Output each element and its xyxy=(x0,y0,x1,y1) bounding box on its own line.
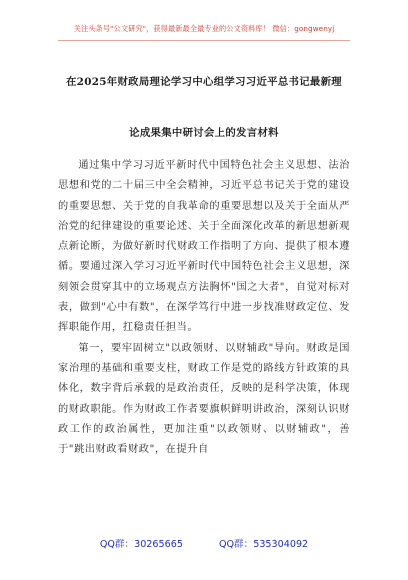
header-divider xyxy=(58,40,350,41)
document-title-line-2: 论成果集中研讨会上的发言材料 xyxy=(129,127,279,139)
document-body xyxy=(58,156,350,460)
body-paragraph: 通过集中学习习近平新时代中国特色社会主义思想、法治思想和党的二十届三中全会精神，习近平总书记关于党的建设的重要思想、关于党的自我革命的重要思想以及关于全面从严治党的纪律建设的重要论述、关于全面深化改革的新思想新观点新论断，为做好新时代财政工作指明了方向、提供了根本遵循。要通过深入学习习近平新时代中国特色社会主义思想，深刻领会贯穿其中的立场观点方法胸怀"国之大者"，自觉对标对表，做到"心中有数"，在深学笃行中进一步找准财政定位、发挥职能作用，扛稳责任担当。 xyxy=(58,160,350,334)
header-banner: 关注头条号"公文研究"，获得最新最全最专业的公文资料库！ 微信：gongwenyj xyxy=(73,24,335,33)
footer-qq-group-left: QQ群：30265665 xyxy=(99,539,183,550)
footer-qq-group-right: QQ群：535304092 xyxy=(218,539,309,550)
document-title-line-1: 在2025年财政局理论学习中心组学习习近平总书记最新理 xyxy=(65,76,342,88)
footer xyxy=(0,536,408,550)
body-paragraph: 第一，要牢固树立"以政领财、以财辅政"导向。财政是国家治理的基础和重要支柱，财政工作是党的路线方针政策的具体化，数字背后承载的是政治责任，反映的是科学决策，体现的财政职能。作为财政工作者要旗帜鲜明讲政治，深刻认识财政工作的政治属性，更加注重"以政领财、以财辅政"，善于"跳出财政看财政"，在提升自 xyxy=(58,342,350,456)
